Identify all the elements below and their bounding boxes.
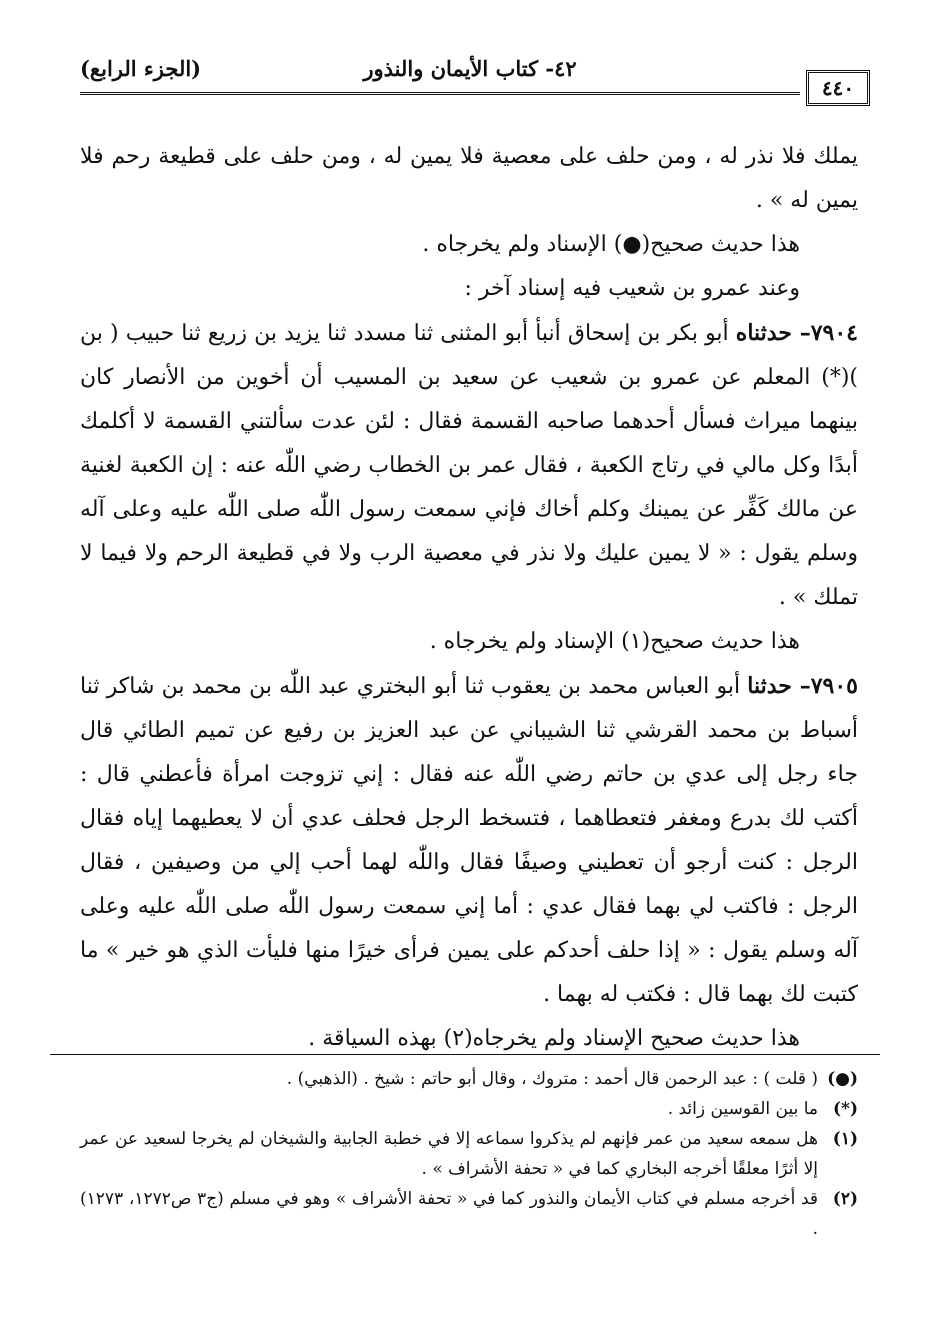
header-rule bbox=[80, 92, 800, 95]
paragraph-grading: هذا حديث صحيح الإسناد ولم يخرجاه(٢) بهذه السياقة . bbox=[308, 1026, 800, 1051]
footnote-mark: (٢) bbox=[832, 1189, 858, 1209]
book-title: ٤٢- كتاب الأيمان والنذور bbox=[363, 56, 577, 81]
main-text bbox=[80, 135, 858, 1061]
paragraph-grading: هذا حديث صحيح(●) الإسناد ولم يخرجاه . bbox=[422, 232, 800, 257]
footnote-text: قد أخرجه مسلم في كتاب الأيمان والنذور كما في « تحفة الأشراف » وهو في مسلم (ج٣ ص١٢٧٢، ١٢٧٣) . bbox=[80, 1189, 819, 1239]
hadith-number: ٧٩٠٤ bbox=[810, 320, 858, 346]
footnote-mark: (١) bbox=[832, 1129, 858, 1149]
hadith-lead: – حدثنا bbox=[747, 673, 811, 699]
footnote-mark: (*) bbox=[833, 1099, 858, 1119]
footnote-mark: (●) bbox=[827, 1069, 858, 1089]
hadith-7905 bbox=[80, 664, 858, 1017]
running-header bbox=[60, 52, 880, 102]
volume-part: (الجزء الرابع) bbox=[80, 56, 202, 81]
paragraph-grading: هذا حديث صحيح(١) الإسناد ولم يخرجاه . bbox=[429, 629, 800, 654]
paragraph-continuation: يملك فلا نذر له ، ومن حلف على معصية فلا يمين له ، ومن حلف على قطيعة رحم فلا يمين له » . bbox=[80, 144, 858, 213]
paragraph-note: وعند عمرو بن شعيب فيه إسناد آخر : bbox=[464, 276, 800, 301]
footnotes bbox=[80, 1064, 858, 1244]
footnote-item bbox=[80, 1064, 858, 1094]
footnote-text: هل سمعه سعيد من عمر فإنهم لم يذكروا سماعه إلا في خطبة الجابية والشيخان لم يخرجا لسعيد عن عمر إلا أثرًا معلقًا أخرجه البخاري كما في « تحفة الأشراف » . bbox=[80, 1129, 818, 1179]
footnote-rule bbox=[50, 1054, 880, 1055]
footnote-item bbox=[80, 1184, 858, 1244]
footnote-text: ( قلت ) : عبد الرحمن قال أحمد : متروك ، وقال أبو حاتم : شيخ . (الذهبي) . bbox=[286, 1069, 818, 1089]
footnote-text: ما بين القوسين زائد . bbox=[667, 1099, 818, 1119]
hadith-text: أبو العباس محمد بن يعقوب ثنا أبو البختري عبد اللّٰه بن محمد بن شاكر ثنا أسباط بن محمد القرشي ثنا الشيباني عن عبد العزيز بن رفيع عن تميم الطائي قال جاء رجل إلى عدي بن حاتم رضي اللّٰه عنه فقال : إني تزوجت امرأة فأعطني قال : أكتب لك بدرع ومغفر فتعطاهما ، فتسخط الرجل فحلف عدي أن لا يعطيهما إياه فقال الرجل : كنت أرجو أن تعطيني وصيفًا فقال واللّٰه لهما أحب إلي من وصيفين ، فقال الرجل : فاكتب لي بهما فقال عدي : أما إني سمعت رسول اللّٰه صلى اللّٰه عليه وعلى آله وسلم يقول : « إذا حلف أحدكم على يمين فرأى خيرًا منها فليأت الذي هو خير » ما كتبت لك بهما قال : فكتب له بهما . bbox=[80, 674, 858, 1007]
hadith-lead: – حدثناه bbox=[735, 320, 811, 346]
hadith-number: ٧٩٠٥ bbox=[810, 673, 858, 699]
hadith-text: أبو بكر بن إسحاق أنبأ أبو المثنى ثنا مسدد ثنا يزيد بن زريع ثنا حبيب ( بن )(*) المعلم عن عمرو بن شعيب عن سعيد بن المسيب أن أخوين من الأنصار كان بينهما ميراث فسأل أحدهما صاحبه القسمة فقال : لئن عدت سألتني القسمة لا أكلمك أبدًا وكل مالي في رتاج الكعبة ، فقال عمر بن الخطاب رضي اللّٰه عنه : إن الكعبة لغنية عن مالك كَفِّر عن يمينك وكلم أخاك فإني سمعت رسول اللّٰه صلى اللّٰه عليه وعلى آله وسلم يقول : « لا يمين عليك ولا نذر في معصية الرب ولا في قطيعة الرحم ولا فيما لا تملك » . bbox=[80, 321, 858, 610]
footnote-item bbox=[80, 1094, 858, 1124]
hadith-7904 bbox=[80, 311, 858, 620]
page-number: ٤٤٠ bbox=[806, 70, 870, 106]
footnote-item bbox=[80, 1124, 858, 1184]
